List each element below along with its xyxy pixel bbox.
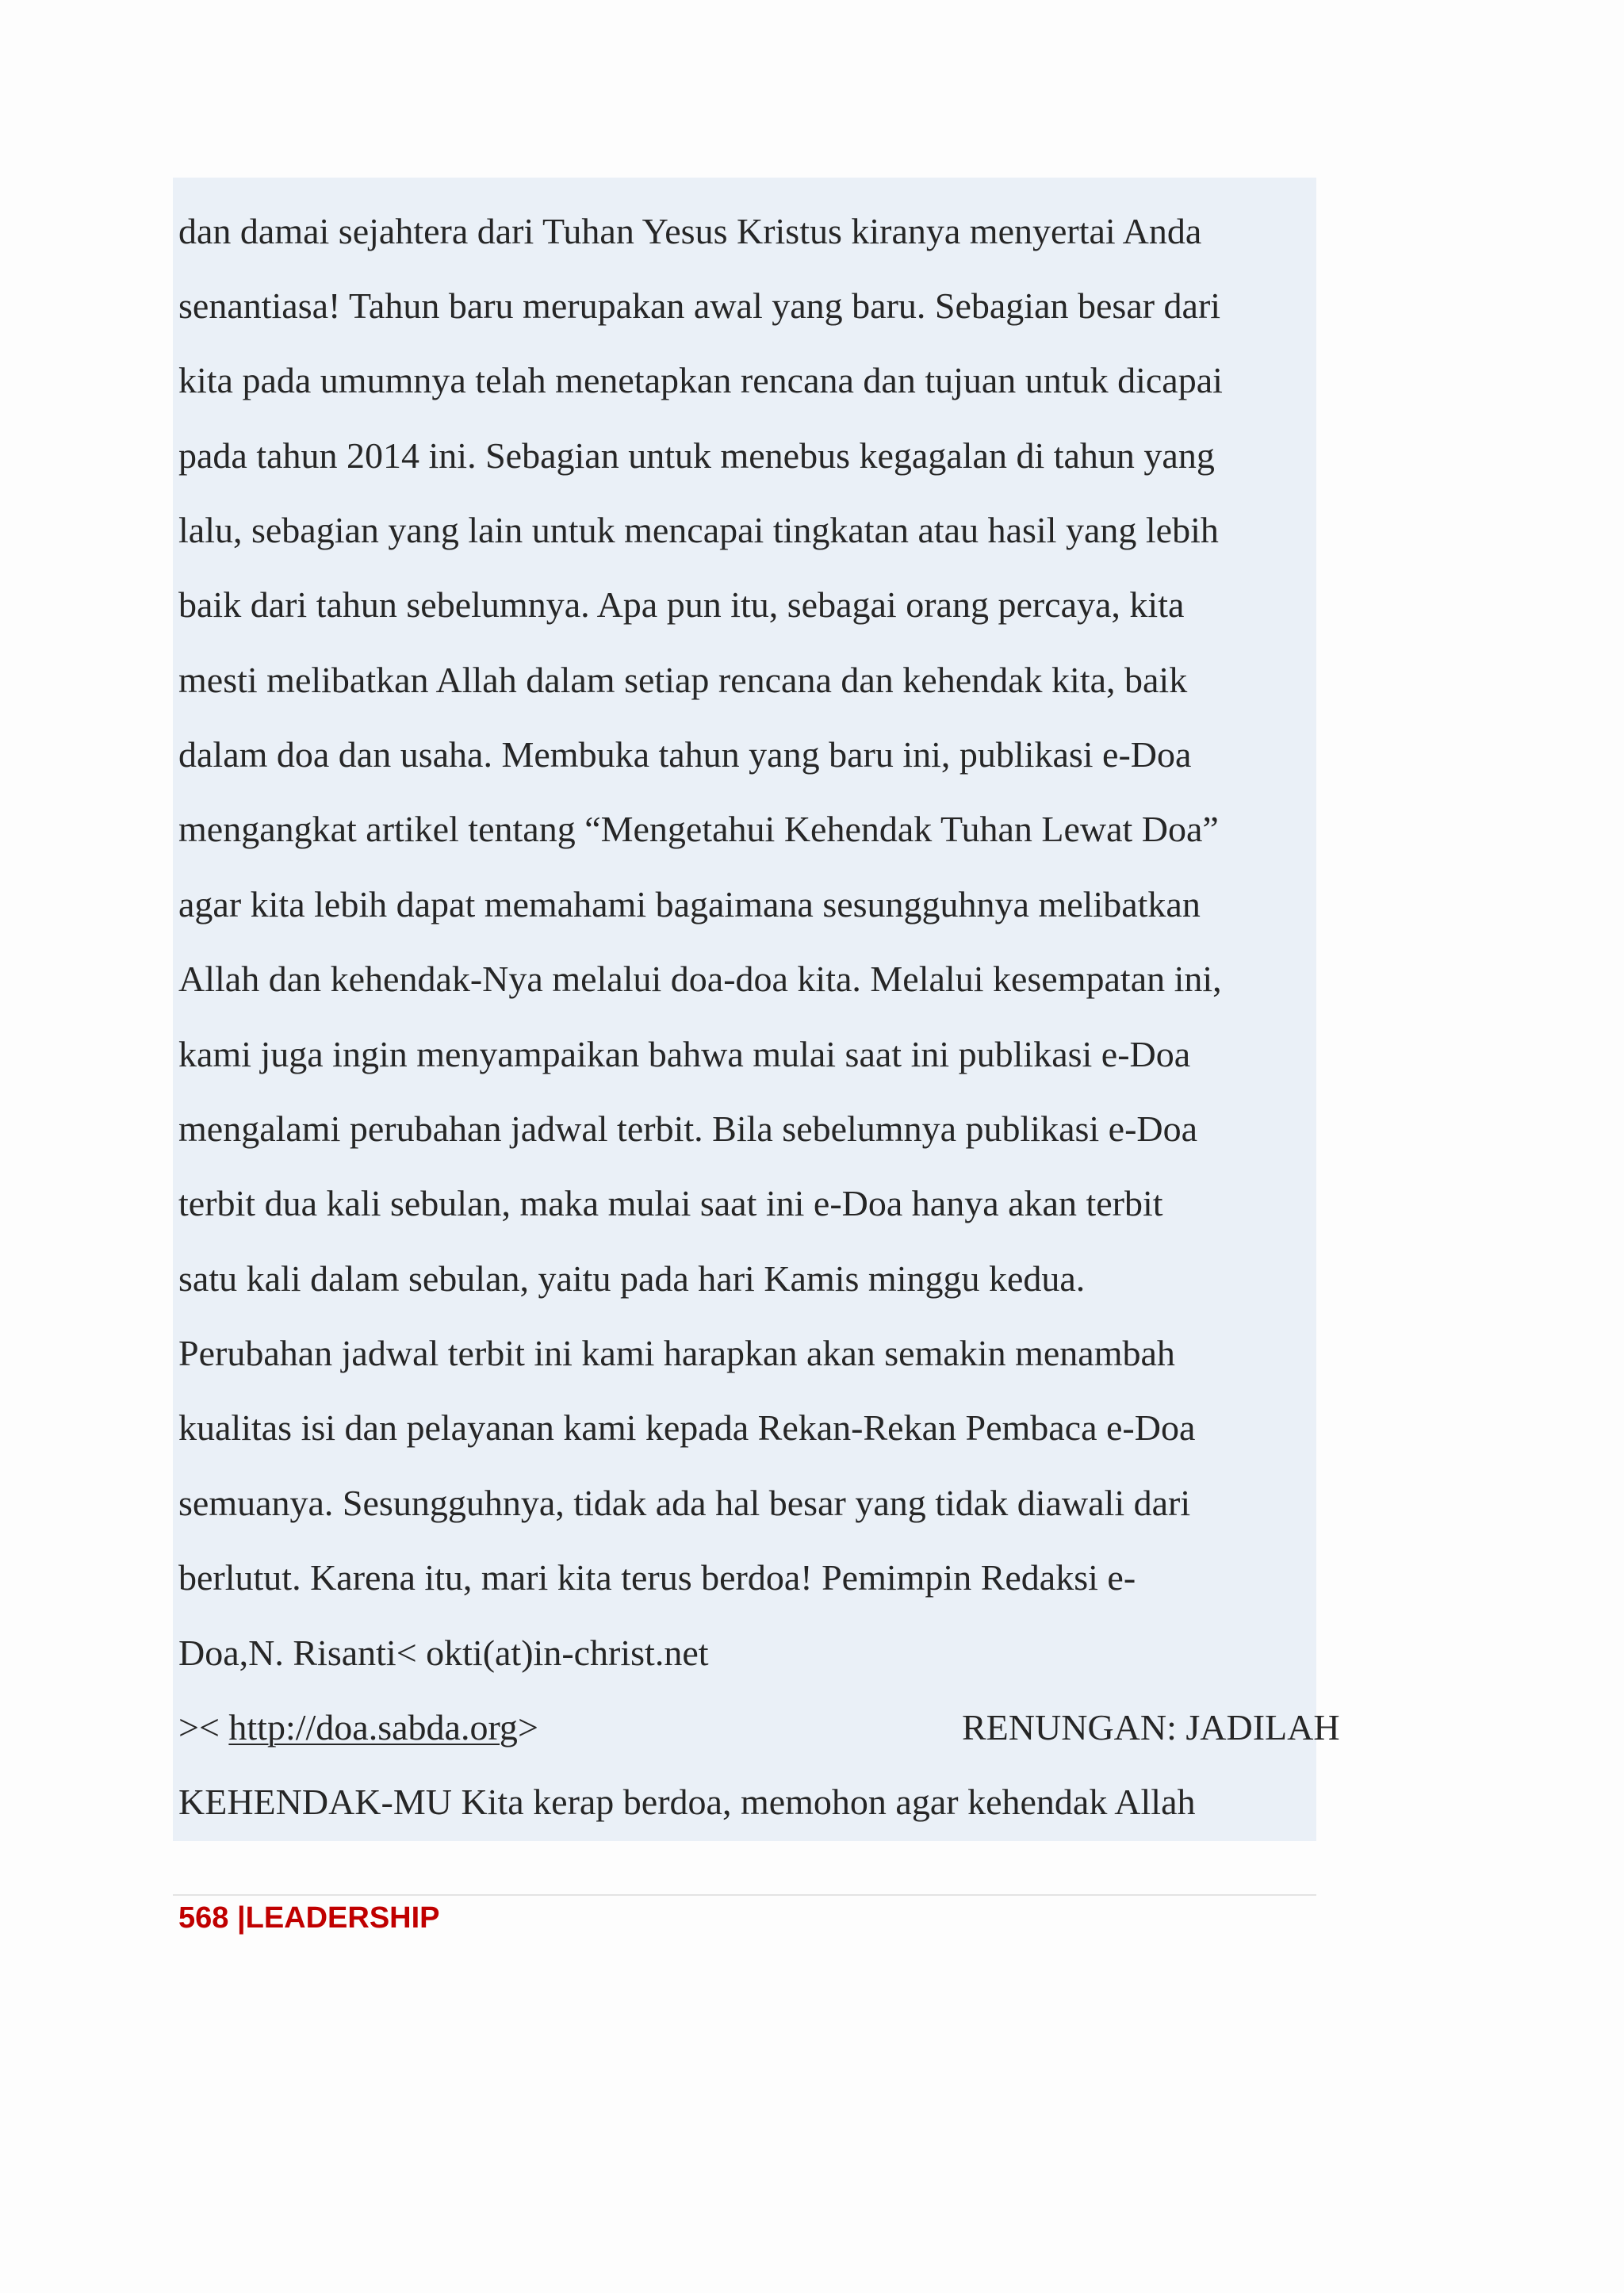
body-line: kita pada umumnya telah menetapkan rencana dan tujuan untuk dicapai [178,360,1223,400]
body-line: lalu, sebagian yang lain untuk mencapai tingkatan atau hasil yang lebih [178,510,1219,550]
body-line: mesti melibatkan Allah dalam setiap rencana dan kehendak kita, baik [178,660,1188,700]
footer-separator: | [236,1901,246,1935]
body-line: satu kali dalam sebulan, yaitu pada hari Kamis minggu kedua. [178,1258,1086,1299]
body-line: dan damai sejahtera dari Tuhan Yesus Kristus kiranya menyertai Anda [178,211,1202,251]
body-line: kualitas isi dan pelayanan kami kepada Rekan-Rekan Pembaca e-Doa [178,1407,1196,1448]
body-line: mengangkat artikel tentang “Mengetahui Kehendak Tuhan Lewat Doa” [178,809,1219,849]
body-line: berlutut. Karena itu, mari kita terus berdoa! Pemimpin Redaksi e- [178,1557,1136,1598]
body-line: senantiasa! Tahun baru merupakan awal yang baru. Sebagian besar dari [178,285,1221,326]
body-line: Doa,N. Risanti< okti(at)in-christ.net [178,1633,709,1673]
body-line: semuanya. Sesungguhnya, tidak ada hal besar yang tidak diawali dari [178,1483,1191,1523]
body-line: terbit dua kali sebulan, maka mulai saat ini e-Doa hanya akan terbit [178,1183,1163,1223]
section-title: LEADERSHIP [245,1901,440,1935]
body-line: Perubahan jadwal terbit ini kami harapkan akan semakin menambah [178,1333,1175,1373]
body-line: agar kita lebih dapat memahami bagaimana sesungguhnya melibatkan [178,884,1201,924]
link-line [178,1705,1340,1750]
body-line: KEHENDAK-MU Kita kerap berdoa, memohon agar kehendak Allah [178,1782,1196,1822]
link-suffix: > [517,1707,538,1748]
page-footer [178,1900,440,1936]
link-prefix: >< [178,1707,220,1748]
body-line: dalam doa dan usaha. Membuka tahun yang baru ini, publikasi e-Doa [178,734,1192,775]
body-line: baik dari tahun sebelumnya. Apa pun itu, sebagai orang percaya, kita [178,584,1185,625]
footer-divider [173,1894,1316,1896]
body-line: kami juga ingin menyampaikan bahwa mulai saat ini publikasi e-Doa [178,1034,1191,1074]
page-number: 568 [178,1901,229,1935]
body-line: mengalami perubahan jadwal terbit. Bila sebelumnya publikasi e-Doa [178,1108,1198,1149]
renungan-heading: RENUNGAN: JADILAH [962,1707,1340,1748]
body-line: pada tahun 2014 ini. Sebagian untuk menebus kegagalan di tahun yang [178,435,1215,476]
body-line: Allah dan kehendak-Nya melalui doa-doa kita. Melalui kesempatan ini, [178,959,1222,999]
website-link[interactable]: http://doa.sabda.org [228,1707,518,1748]
